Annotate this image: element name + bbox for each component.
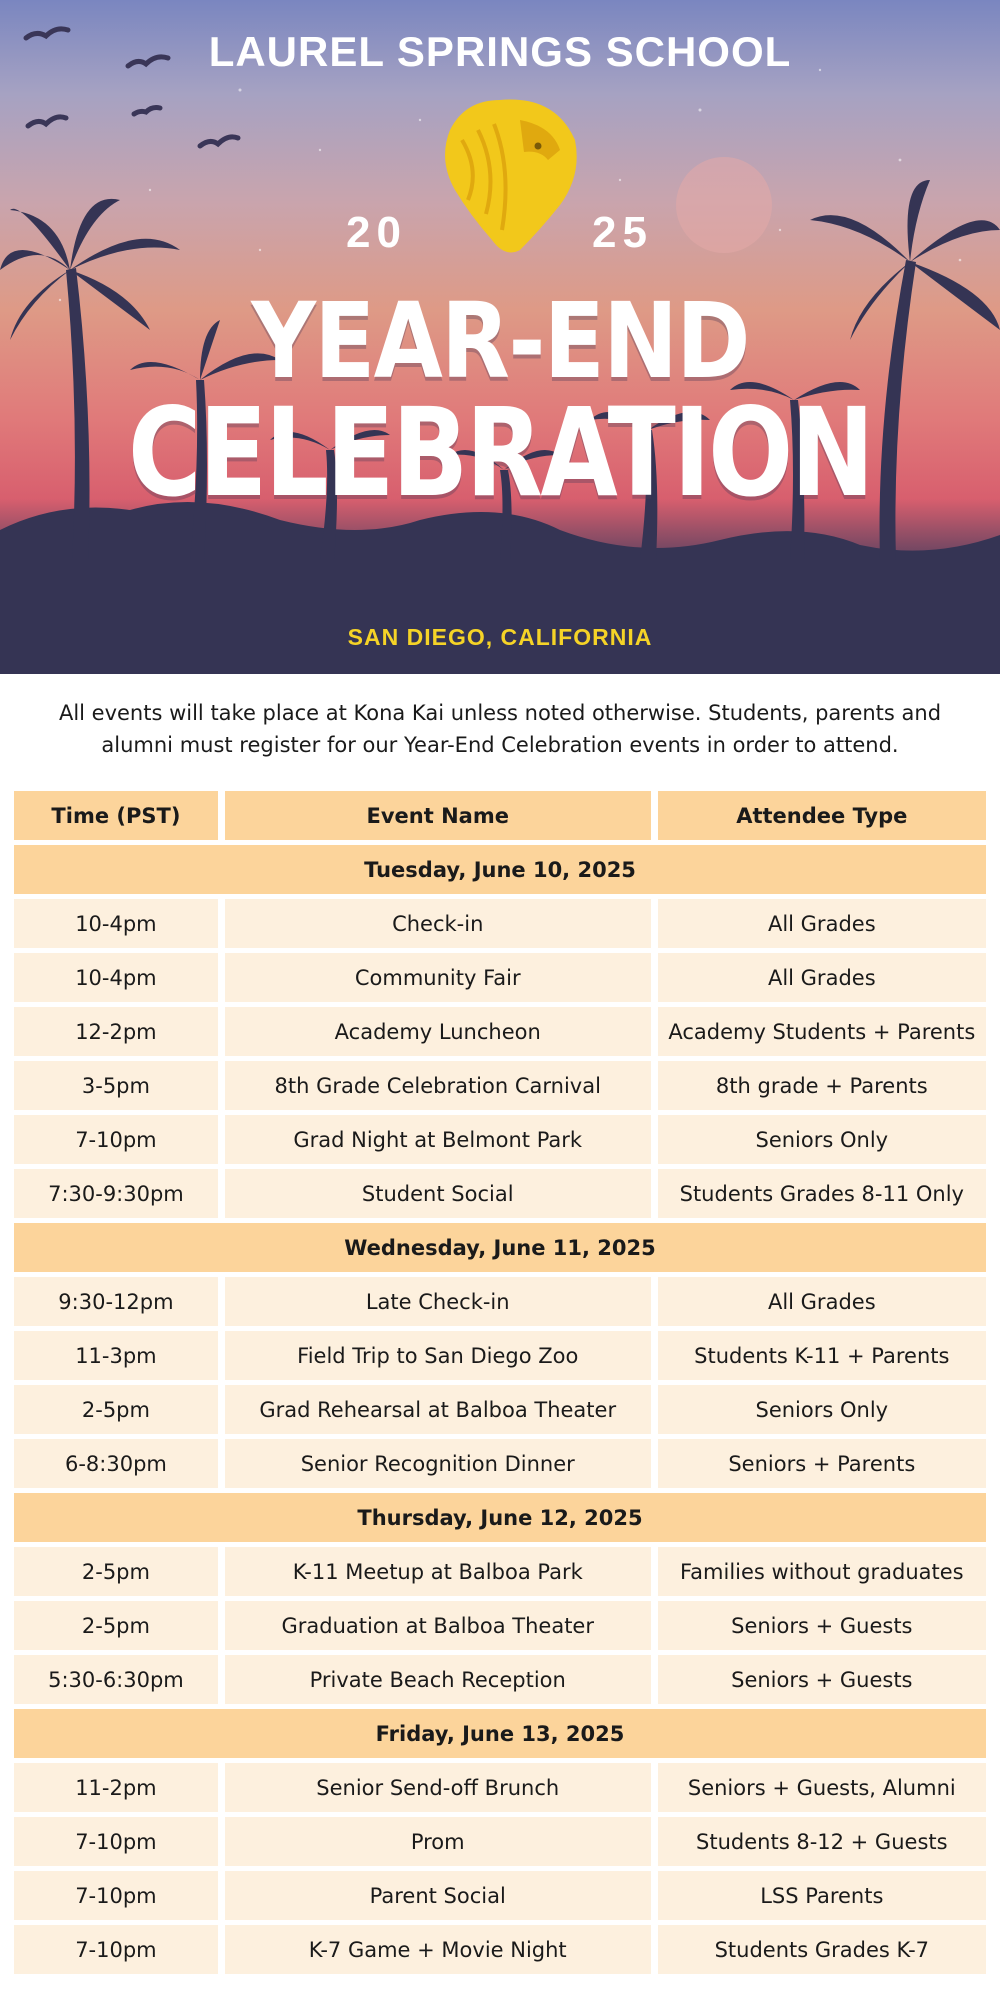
day-heading: Wednesday, June 11, 2025 bbox=[14, 1223, 986, 1272]
event-attendees: Seniors Only bbox=[658, 1385, 986, 1434]
intro-paragraph: All events will take place at Kona Kai unless noted otherwise. Students, parents and alumni must register for our Year-End Celebration events in order to attend. bbox=[58, 701, 942, 757]
event-time: 2-5pm bbox=[14, 1385, 218, 1434]
event-attendees: Students Grades 8-11 Only bbox=[658, 1169, 986, 1218]
event-attendees: Families without graduates bbox=[658, 1547, 986, 1596]
table-row bbox=[14, 899, 986, 948]
event-attendees: Academy Students + Parents bbox=[658, 1007, 986, 1056]
table-row bbox=[14, 1547, 986, 1596]
event-attendees: Seniors + Guests bbox=[658, 1655, 986, 1704]
table-row bbox=[14, 1925, 986, 1974]
day-row bbox=[14, 845, 986, 894]
event-attendees: All Grades bbox=[658, 899, 986, 948]
event-name: Parent Social bbox=[225, 1871, 651, 1920]
schedule-body bbox=[14, 845, 986, 1974]
event-name: Senior Send-off Brunch bbox=[225, 1763, 651, 1812]
event-attendees: Seniors + Guests bbox=[658, 1601, 986, 1650]
event-time: 7:30-9:30pm bbox=[14, 1169, 218, 1218]
event-attendees: LSS Parents bbox=[658, 1871, 986, 1920]
table-row bbox=[14, 1115, 986, 1164]
event-name: Graduation at Balboa Theater bbox=[225, 1601, 651, 1650]
table-row bbox=[14, 1277, 986, 1326]
day-heading: Tuesday, June 10, 2025 bbox=[14, 845, 986, 894]
table-row bbox=[14, 953, 986, 1002]
schedule-table bbox=[7, 786, 993, 1979]
event-name: Prom bbox=[225, 1817, 651, 1866]
event-time: 2-5pm bbox=[14, 1547, 218, 1596]
event-attendees: Students 8-12 + Guests bbox=[658, 1817, 986, 1866]
event-time: 10-4pm bbox=[14, 953, 218, 1002]
event-time: 3-5pm bbox=[14, 1061, 218, 1110]
event-time: 7-10pm bbox=[14, 1871, 218, 1920]
event-name: Private Beach Reception bbox=[225, 1655, 651, 1704]
column-header-event: Event Name bbox=[225, 791, 651, 840]
event-name: Community Fair bbox=[225, 953, 651, 1002]
day-heading: Friday, June 13, 2025 bbox=[14, 1709, 986, 1758]
year-left: 20 bbox=[346, 208, 407, 257]
event-name: 8th Grade Celebration Carnival bbox=[225, 1061, 651, 1110]
location-label: SAN DIEGO, CALIFORNIA bbox=[347, 624, 653, 650]
day-row bbox=[14, 1709, 986, 1758]
event-time: 7-10pm bbox=[14, 1115, 218, 1164]
event-time: 12-2pm bbox=[14, 1007, 218, 1056]
table-row bbox=[14, 1601, 986, 1650]
day-row bbox=[14, 1223, 986, 1272]
event-time: 10-4pm bbox=[14, 899, 218, 948]
event-attendees: All Grades bbox=[658, 1277, 986, 1326]
moon bbox=[676, 157, 772, 253]
table-row bbox=[14, 1169, 986, 1218]
event-name: K-7 Game + Movie Night bbox=[225, 1925, 651, 1974]
event-name: Check-in bbox=[225, 899, 651, 948]
event-name: K-11 Meetup at Balboa Park bbox=[225, 1547, 651, 1596]
event-name: Late Check-in bbox=[225, 1277, 651, 1326]
year-right: 25 bbox=[592, 208, 653, 257]
day-row bbox=[14, 1493, 986, 1542]
schedule-header-row bbox=[14, 791, 986, 840]
table-row bbox=[14, 1007, 986, 1056]
event-time: 6-8:30pm bbox=[14, 1439, 218, 1488]
day-heading: Thursday, June 12, 2025 bbox=[14, 1493, 986, 1542]
headline-line-1: YEAR-END bbox=[251, 280, 749, 402]
hero-banner bbox=[0, 0, 1000, 674]
event-time: 11-2pm bbox=[14, 1763, 218, 1812]
event-time: 11-3pm bbox=[14, 1331, 218, 1380]
table-row bbox=[14, 1331, 986, 1380]
table-row bbox=[14, 1439, 986, 1488]
schedule-header bbox=[14, 791, 986, 840]
table-row bbox=[14, 1871, 986, 1920]
table-row bbox=[14, 1655, 986, 1704]
school-name: LAUREL SPRINGS SCHOOL bbox=[208, 28, 792, 75]
event-attendees: 8th grade + Parents bbox=[658, 1061, 986, 1110]
event-attendees: Seniors + Parents bbox=[658, 1439, 986, 1488]
event-time: 7-10pm bbox=[14, 1817, 218, 1866]
lion-logo-icon bbox=[445, 100, 577, 253]
event-name: Grad Rehearsal at Balboa Theater bbox=[225, 1385, 651, 1434]
table-row bbox=[14, 1385, 986, 1434]
table-row bbox=[14, 1817, 986, 1866]
event-name: Field Trip to San Diego Zoo bbox=[225, 1331, 651, 1380]
event-name: Student Social bbox=[225, 1169, 651, 1218]
column-header-attendee: Attendee Type bbox=[658, 791, 986, 840]
table-row bbox=[14, 1763, 986, 1812]
event-name: Senior Recognition Dinner bbox=[225, 1439, 651, 1488]
event-name: Grad Night at Belmont Park bbox=[225, 1115, 651, 1164]
event-attendees: Students K-11 + Parents bbox=[658, 1331, 986, 1380]
event-time: 9:30-12pm bbox=[14, 1277, 218, 1326]
event-attendees: Students Grades K-7 bbox=[658, 1925, 986, 1974]
column-header-time: Time (PST) bbox=[14, 791, 218, 840]
event-time: 7-10pm bbox=[14, 1925, 218, 1974]
event-time: 5:30-6:30pm bbox=[14, 1655, 218, 1704]
event-attendees: Seniors + Guests, Alumni bbox=[658, 1763, 986, 1812]
event-attendees: Seniors Only bbox=[658, 1115, 986, 1164]
event-name: Academy Luncheon bbox=[225, 1007, 651, 1056]
headline-line-2: CELEBRATION bbox=[128, 382, 872, 524]
event-time: 2-5pm bbox=[14, 1601, 218, 1650]
table-row bbox=[14, 1061, 986, 1110]
event-attendees: All Grades bbox=[658, 953, 986, 1002]
